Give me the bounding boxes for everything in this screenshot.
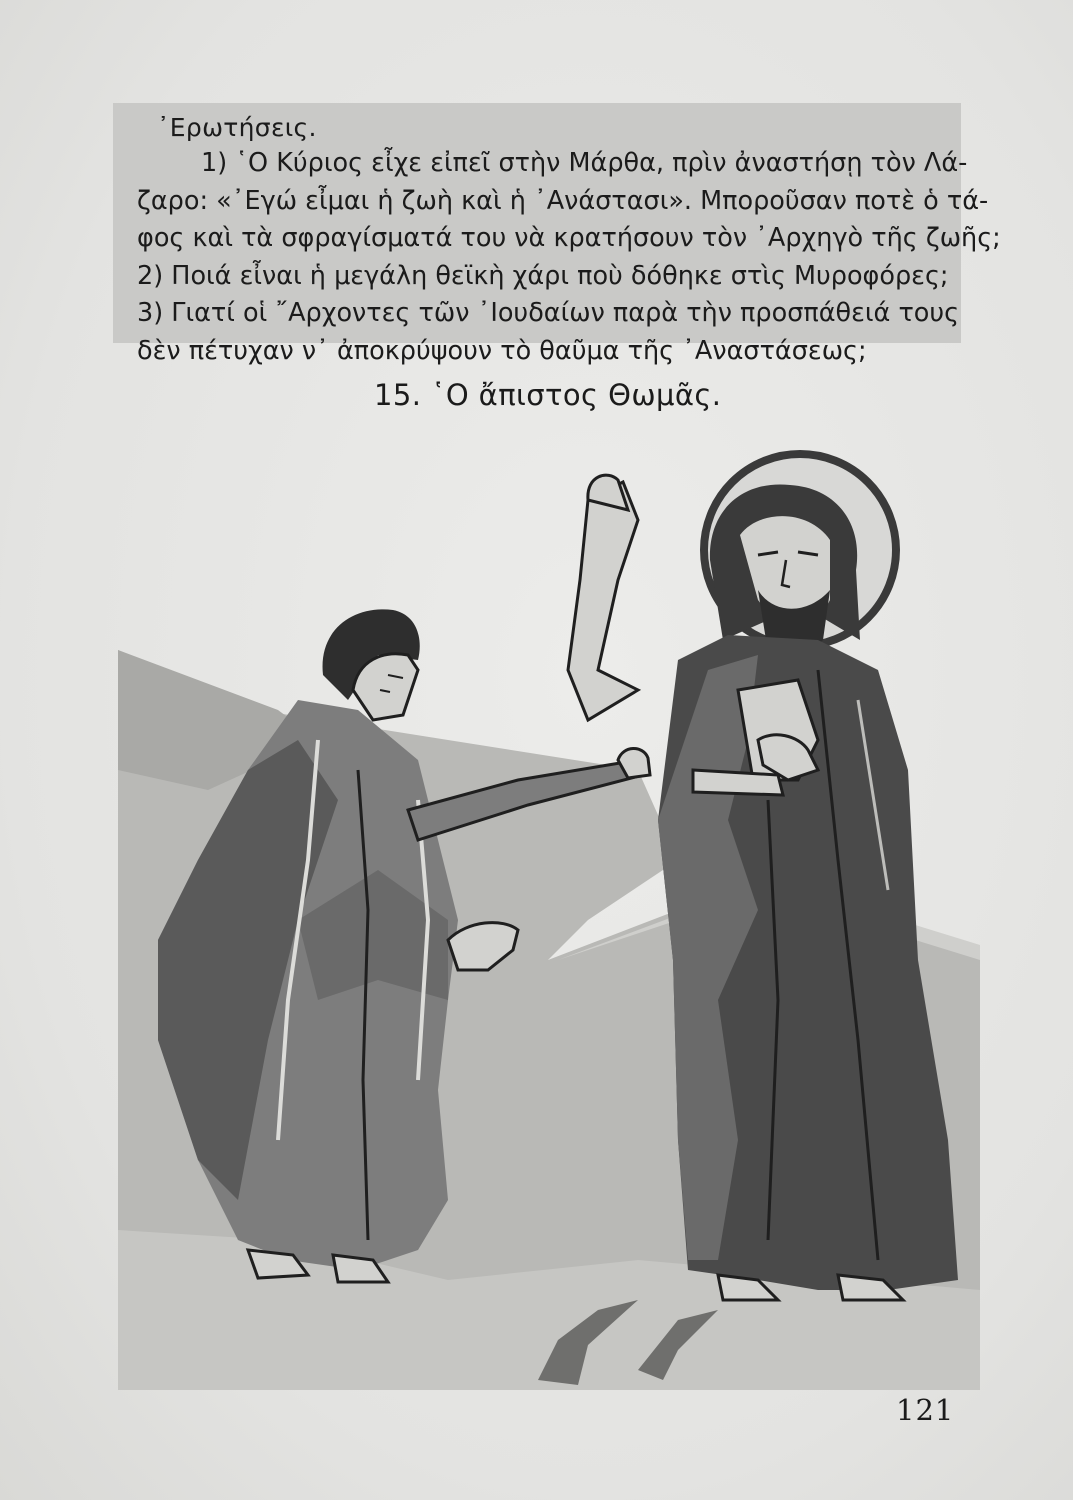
question-line: δὲν πέτυχαν ν᾿ ἀποκρύψουν τὸ θαῦμα τῆς ᾿Αναστάσεως; <box>137 335 867 366</box>
question-line: 2) Ποιά εἶναι ἡ μεγάλη θεϊκὴ χάρι ποὺ δόθηκε στὶς Μυροφόρες; <box>137 260 949 291</box>
questions-box <box>113 103 1001 366</box>
questions-text <box>137 145 1001 370</box>
question-line: 1) ῾Ο Κύριος εἶχε εἰπεῖ στὴν Μάρθα, πρὶν ἀναστήσῃ τὸν Λά- <box>201 148 968 178</box>
question-line: 3) Γιατί οἱ ῎Αρχοντες τῶν ᾿Ιουδαίων παρὰ τὴν προσπάθειά τους <box>137 298 960 328</box>
questions-heading: ᾿Ερωτήσεις. <box>157 113 317 142</box>
question-line: ζαρο: «᾿Εγώ εἶμαι ἡ ζωὴ καὶ ἡ ᾿Ανάστασι». Μποροῦσαν ποτὲ ὁ τά- <box>137 185 989 216</box>
question-line: φος καὶ τὰ σφραγίσματά του νὰ κρατήσουν τὸν ᾿Αρχηγὸ τῆς ζωῆς; <box>137 223 1001 253</box>
illustration-thomas-and-christ <box>118 440 980 1390</box>
page-number: 121 <box>896 1393 955 1427</box>
lesson-title: 15. ῾Ο ἄπιστος Θωμᾶς. <box>374 378 722 412</box>
